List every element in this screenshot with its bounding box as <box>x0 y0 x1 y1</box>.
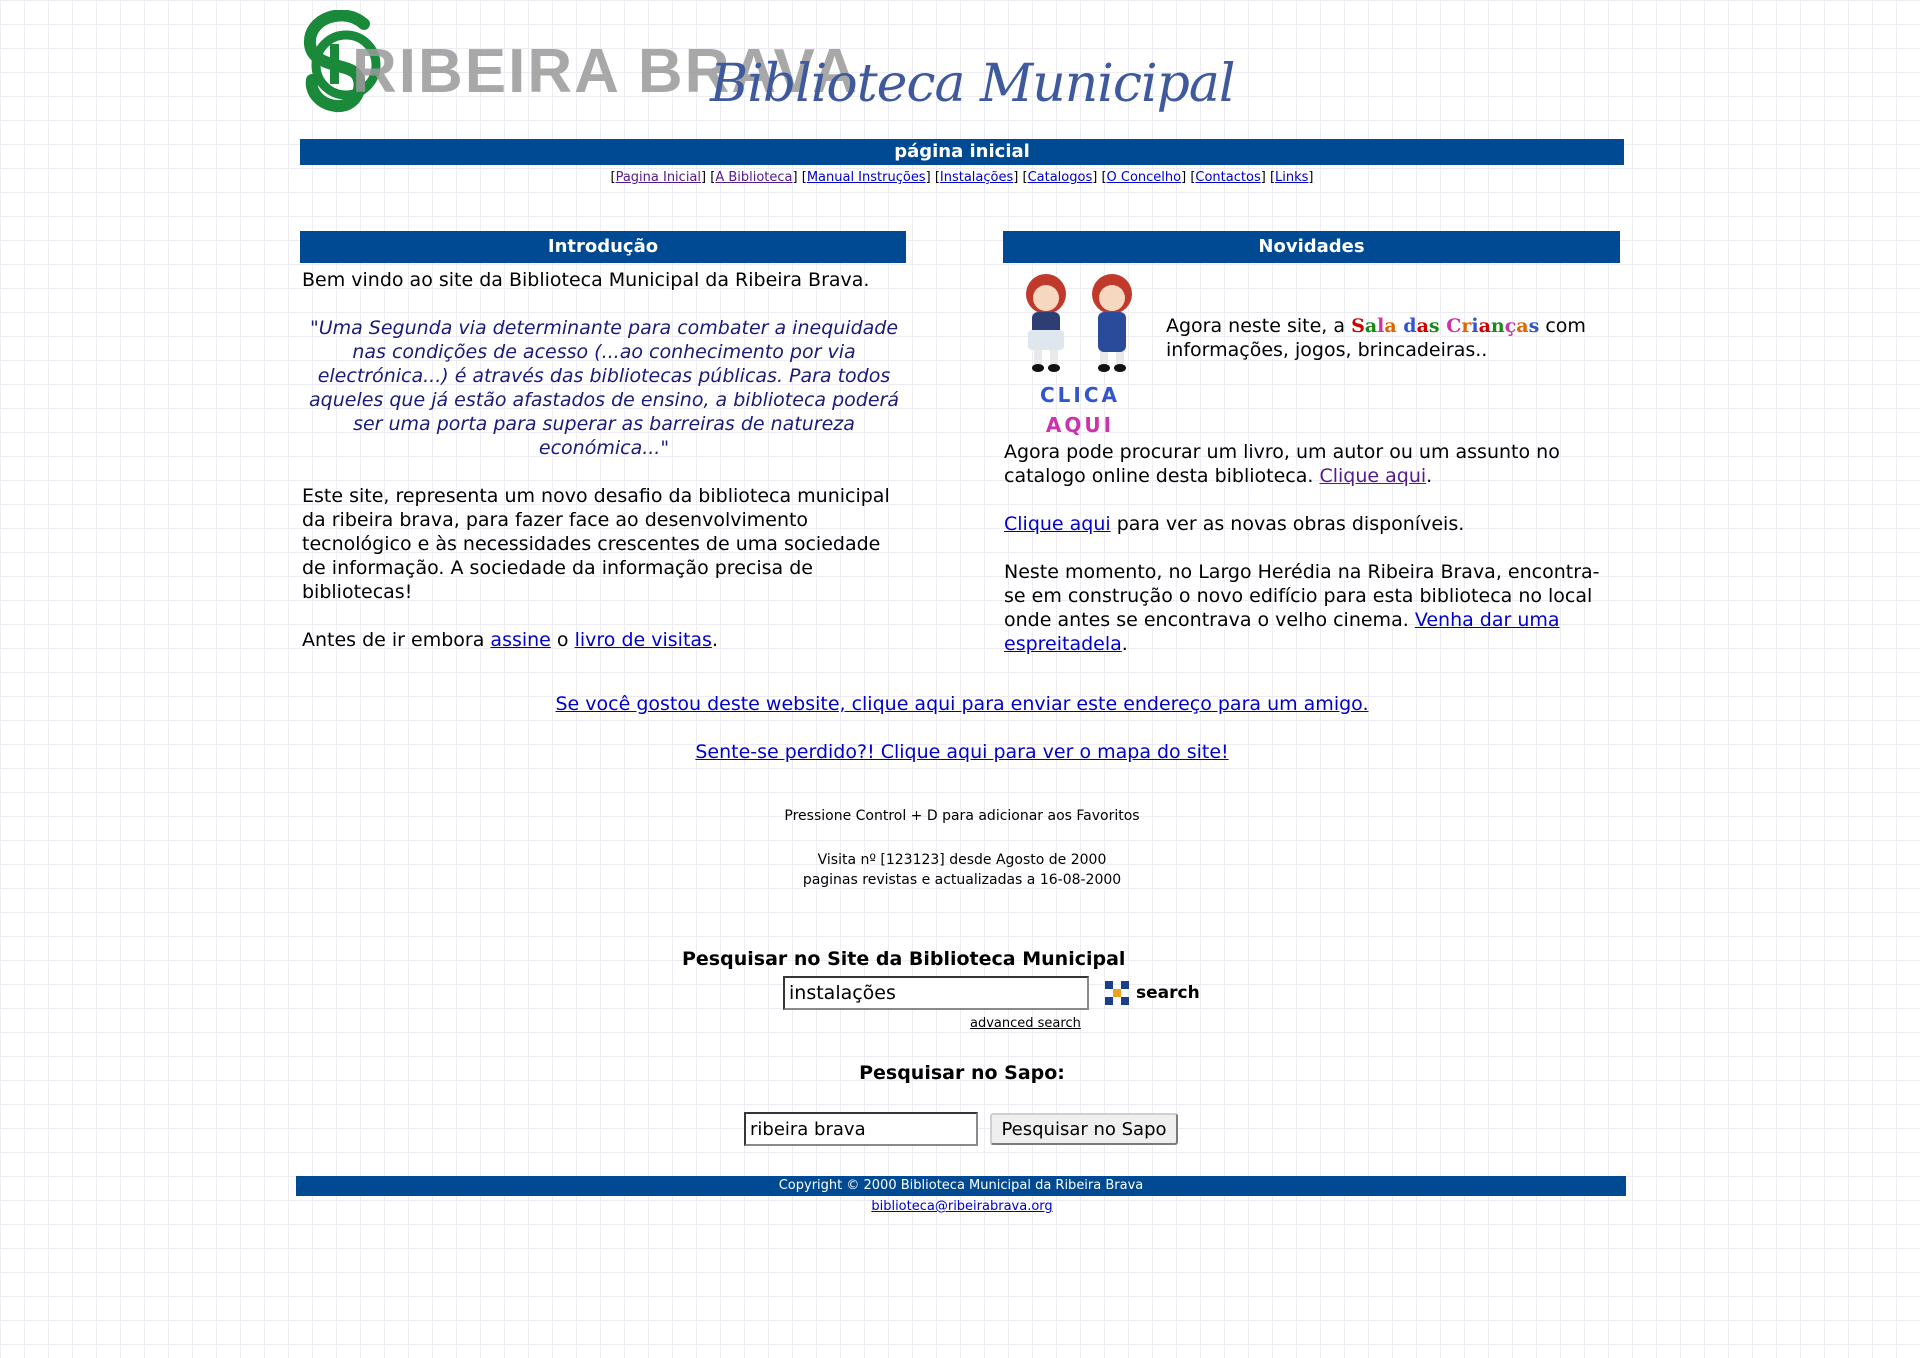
nav-item-o-concelho: [O Concelho] <box>1101 170 1187 185</box>
intro-column <box>302 268 906 676</box>
intro-quote: "Uma Segunda via determinante para combater a inequidade nas condições de acesso (...ao conhecimento por via electrónica...) é através das bibliotecas públicas. Para todos aqueles que já estão afastados de ensino, a biblioteca poderá ser uma porta para superar as barreiras de natureza económica..." <box>309 317 899 459</box>
new-works-text: para ver as novas obras disponíveis. <box>1116 513 1465 535</box>
kids-title-letter: s <box>1528 315 1540 337</box>
page-title-bar: página inicial <box>300 139 1624 165</box>
catalog-item: Agora pode procurar um livro, um autor ou um assunto no catalogo online desta biblioteca. Clique aqui. <box>1004 441 1560 487</box>
dolls-caption-clica: CLICA <box>1039 383 1121 407</box>
nav-link-instalacoes[interactable]: Instalações <box>939 170 1014 185</box>
guestbook-link[interactable]: livro de visitas <box>574 629 712 651</box>
site-map-link[interactable]: Sente-se perdido?! Clique aqui para ver o mapa do site! <box>695 741 1229 763</box>
site-search-input[interactable] <box>783 976 1089 1010</box>
visit-info <box>300 850 1624 890</box>
advanced-search-link[interactable]: advanced search <box>970 1016 1081 1031</box>
nav-link-o-concelho[interactable]: O Concelho <box>1106 170 1182 185</box>
footer-email <box>300 1199 1624 1214</box>
nav-item-instalacoes: [Instalações] <box>934 170 1019 185</box>
last-updated: paginas revistas e actualizadas a 16-08-2000 <box>802 872 1122 888</box>
kids-title-letter: s <box>1428 315 1440 337</box>
kids-room-title <box>1351 315 1539 337</box>
site-header <box>300 10 1235 135</box>
building-text: Neste momento, no Largo Herédia na Ribeira Brava, encontra-se em construção o novo edifício para esta biblioteca no local onde antes se encontrava o velho cinema. <box>1004 561 1600 631</box>
nav-link-a-biblioteca[interactable]: A Biblioteca <box>715 170 793 185</box>
kids-room-link[interactable] <box>1351 315 1539 337</box>
kids-title-letter: i <box>1471 315 1479 337</box>
kids-title-letter: C <box>1446 315 1462 337</box>
intro-heading: Introdução <box>300 231 906 263</box>
sapo-search-input[interactable] <box>744 1112 978 1146</box>
nav-item-links: [Links] <box>1269 170 1314 185</box>
nav-item-pagina-inicial: [Pagina Inicial] <box>610 170 707 185</box>
nav-link-manual-instrucoes[interactable]: Manual Instruções <box>806 170 926 185</box>
guestbook-middle: o <box>556 629 569 651</box>
nav-item-a-biblioteca: [A Biblioteca] <box>710 170 798 185</box>
site-title: Biblioteca Municipal <box>710 54 1235 114</box>
search-button-label: search <box>1136 983 1200 1003</box>
intro-paragraph: Este site, representa um novo desafio da biblioteca municipal da ribeira brava, para fazer face ao desenvolvimento tecnológico e às necessidades crescentes de uma sociedade de informação. A sociedade da informação precisa de bibliotecas! <box>302 485 890 603</box>
nav-item-catalogos: [Catalogos] <box>1022 170 1098 185</box>
footer-copyright: Copyright © 2000 Biblioteca Municipal da Ribeira Brava <box>296 1176 1626 1196</box>
new-works-item <box>1004 512 1620 536</box>
new-works-link[interactable]: Clique aqui <box>1004 513 1111 535</box>
kids-title-letter: ç <box>1504 315 1517 337</box>
center-links <box>300 692 1624 788</box>
kids-room-dolls-image[interactable] <box>1004 272 1156 440</box>
guestbook-suffix: . <box>711 629 718 651</box>
news-heading: Novidades <box>1003 231 1620 263</box>
send-to-friend-link[interactable]: Se você gostou deste website, clique aqui para enviar este endereço para um amigo. <box>555 693 1369 715</box>
email-link[interactable]: biblioteca@ribeirabrava.org <box>871 1199 1053 1214</box>
main-navigation <box>300 170 1624 185</box>
nav-item-contactos: [Contactos] <box>1190 170 1266 185</box>
sapo-search-button[interactable]: Pesquisar no Sapo <box>990 1113 1178 1145</box>
catalog-link[interactable]: Clique aqui <box>1319 465 1427 487</box>
nav-link-catalogos[interactable]: Catalogos <box>1027 170 1093 185</box>
nav-item-manual: [Manual Instruções] <box>801 170 931 185</box>
search-icon <box>1104 980 1130 1006</box>
kids-title-letter: S <box>1351 315 1365 337</box>
sapo-search-title: Pesquisar no Sapo: <box>859 1062 1065 1084</box>
kids-room-text <box>1166 314 1606 362</box>
kids-title-letter: l <box>1377 315 1385 337</box>
nav-link-contactos[interactable]: Contactos <box>1195 170 1261 185</box>
kids-title-letter: a <box>1478 315 1491 337</box>
site-search-title: Pesquisar no Site da Biblioteca Municipal <box>682 948 1126 970</box>
welcome-text: Bem vindo ao site da Biblioteca Municipal da Ribeira Brava. <box>302 269 870 291</box>
favorites-hint: Pressione Control + D para adicionar aos Favoritos <box>784 808 1140 824</box>
nav-link-pagina-inicial[interactable]: Pagina Inicial <box>615 170 702 185</box>
kids-title-letter: a <box>1384 315 1397 337</box>
logo-wordmark: RIBEIRA BRAVA <box>352 37 860 106</box>
catalog-text: Agora pode procurar um livro, um autor ou um assunto no catalogo online desta biblioteca. <box>1004 441 1560 487</box>
news-items <box>1004 440 1620 680</box>
dolls-caption-aqui: AQUI <box>1045 413 1115 437</box>
kids-suffix: com informações, jogos, brincadeiras.. <box>1166 315 1586 361</box>
visit-counter: Visita nº [123123] desde Agosto de 2000 <box>817 852 1107 868</box>
nav-link-links[interactable]: Links <box>1275 170 1309 185</box>
kids-title-letter: d <box>1403 315 1417 337</box>
building-item: Neste momento, no Largo Herédia na Ribeira Brava, encontra-se em construção o novo edifício para esta biblioteca no local onde antes se encontrava o velho cinema. Venha dar uma espreitadela. <box>1004 561 1600 655</box>
guestbook-prefix: Antes de ir embora <box>302 629 485 651</box>
kids-title-letter: a <box>1516 315 1529 337</box>
kids-title-letter: r <box>1461 315 1472 337</box>
kids-title-letter: a <box>1416 315 1429 337</box>
kids-title-letter: n <box>1490 315 1505 337</box>
sign-link[interactable]: assine <box>490 629 551 651</box>
building-link[interactable]: Venha dar uma espreitadela <box>1004 609 1560 655</box>
kids-title-letter: a <box>1364 315 1378 337</box>
site-search-button[interactable] <box>1104 978 1200 1008</box>
guestbook-line <box>302 628 906 652</box>
kids-prefix: Agora neste site, a <box>1166 315 1346 337</box>
